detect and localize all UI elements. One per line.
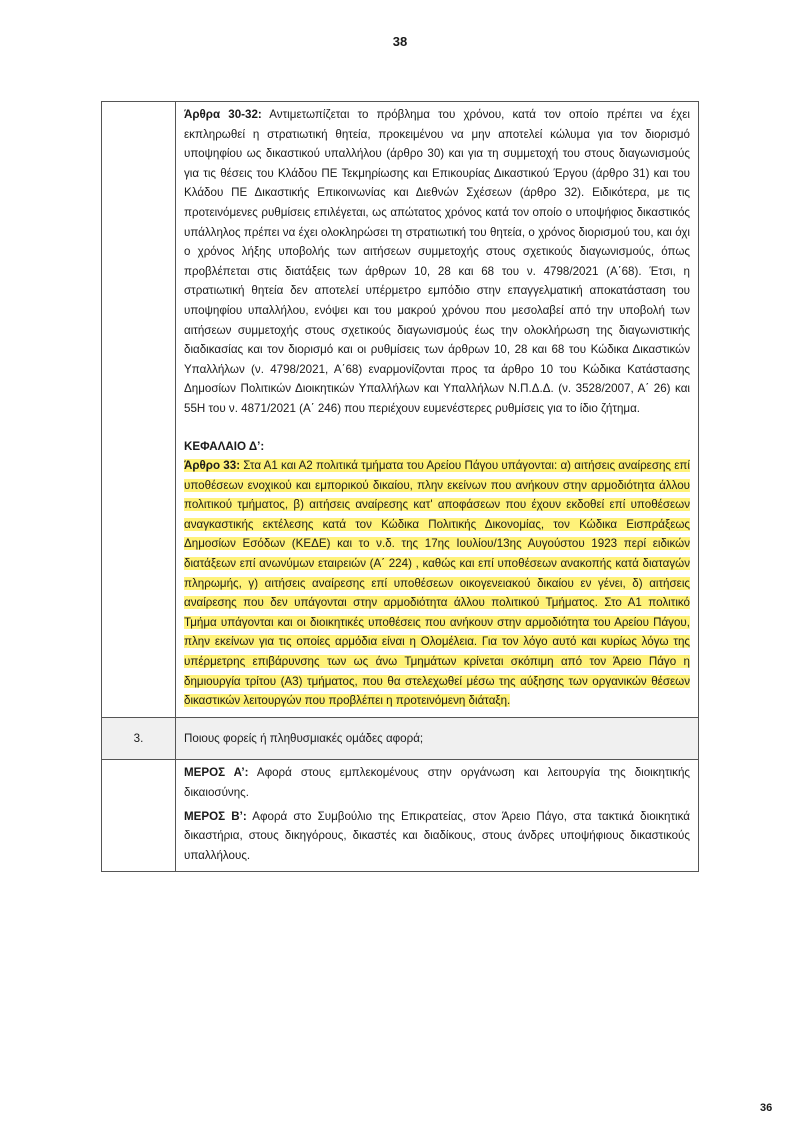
table-row bbox=[102, 760, 699, 872]
chapter-heading: ΚΕΦΑΛΑΙΟ Δ’: bbox=[184, 439, 265, 453]
articles-30-32-paragraph bbox=[184, 105, 690, 419]
page-number-bottom: 36 bbox=[760, 1102, 773, 1114]
question-cell: Ποιους φορείς ή πληθυσμιακές ομάδες αφορά; bbox=[176, 717, 699, 760]
number-cell bbox=[102, 102, 176, 718]
row-number: 3. bbox=[102, 717, 176, 760]
answer-cell bbox=[176, 760, 699, 872]
article-33-paragraph bbox=[184, 456, 690, 711]
part-b-label: ΜΕΡΟΣ Β’: bbox=[184, 809, 247, 823]
part-a-label: ΜΕΡΟΣ Α’: bbox=[184, 766, 249, 780]
table-row bbox=[102, 717, 699, 760]
article-33-label: Άρθρο 33: bbox=[184, 459, 241, 473]
article-33-highlight bbox=[184, 459, 690, 707]
part-b-text: Αφορά στο Συμβούλιο της Επικρατείας, στον Άρειο Πάγο, στα τακτικά διοικητικά δικαστήρια, στους δικηγόρους, δικαστές και διαδίκους, στους άνδρες υποψήφιους δικαστικούς υπαλλήλους. bbox=[184, 809, 690, 862]
part-a-text: Αφορά στους εμπλεκομένους στην οργάνωση και λειτουργία της διοικητικής δικαιοσύνης. bbox=[184, 766, 690, 799]
article-33-text: Στα Α1 και Α2 πολιτικά τμήματα του Αρείου Πάγου υπάγονται: α) αιτήσεις αναίρεσης επί υποθέσεων ενοχικού και εμπορικού δικαίου, πλην εκείνων που ανήκουν στην αρμοδιότητα άλλου πολιτικού τμήματος, β) αιτήσεις αναίρεσης κατ' αποφάσεων που έχουν εκδοθεί επί υποθέσεων αναγκαστικής εκτέλεσης κατά τον Κώδικα Πολιτικής Δικονομίας, τον Κώδικα Εισπράξεως Δημοσίων Εσόδων (ΚΕΔΕ) και το ν.δ. της 17ης Ιουλίου/13ης Αυγούστου 1923 περί ειδικών διατάξεων επί ανωνύμων εταιρειών (Α΄ 224) , καθώς και επί υποθέσεων ανακοπής κατά διαταγών πληρωμής, γ) αιτήσεις αναίρεσης επί υποθέσεων οικογενειακού δικαίου εν γένει, δ) αιτήσεις αναίρεσης που δεν υπάγονται στην αρμοδιότητα άλλου πολιτικού Τμήματος. Στο Α1 πολιτικό Τμήμα υπάγονται και οι διοικητικές υποθέσεις που ανήκουν στην αρμοδιότητα του Αρείου Πάγου, πλην εκείνων για τις οποίες αρμόδια είναι η Ολομέλεια. Για τον λόγο αυτό και κυρίως λόγω της υπέρμετρης επιβάρυνσης των ως άνω Τμημάτων κρίνεται σκόπιμη από τον Άρειο Πάγο η δημιουργία τρίτου (Α3) τμήματος, που θα στελεχωθεί μέσω της αύξησης των οργανικών θέσεων δικαστικών λειτουργών που προβλέπει η προτεινόμενη διάταξη. bbox=[184, 459, 691, 708]
number-cell bbox=[102, 760, 176, 872]
analysis-table bbox=[101, 101, 699, 872]
part-a-paragraph bbox=[184, 763, 690, 802]
part-b-paragraph bbox=[184, 807, 690, 866]
page-number-top: 38 bbox=[392, 34, 408, 49]
articles-30-32-text: Αντιμετωπίζεται το πρόβλημα του χρόνου, κατά τον οποίο πρέπει να έχει εκπληρωθεί η στρατιωτική θητεία, προκειμένου να μην αποτελεί κώλυμα για τον διορισμό υποψηφίου ως δικαστικού υπαλλήλου (άρθρο 30) και για τη συμμετοχή του στους διαγωνισμούς για τις θέσεις του Κλάδου ΠΕ Τεκμηρίωσης και Επικουρίας Δικαστικού Έργου (άρθρο 31) και του Κλάδου ΠΕ Δικαστικής Επικοινωνίας και Διεθνών Σχέσεων (άρθρο 32). Ειδικότερα, με τις προτεινόμενες ρυθμίσεις επιλέγεται, ως απώτατος χρόνος κατά τον οποίο ο υποψήφιος δικαστικός υπάλληλος πρέπει να έχει ολοκληρώσει τη στρατιωτική του θητεία, ο χρόνος διορισμού του, και όχι ο χρόνος λήξης υποβολής των αιτήσεων συμμετοχής στους σχετικούς διαγωνισμούς, όπως προβλέπεται στις διατάξεις των άρθρων 10, 28 και 68 του ν. 4798/2021 (Α΄68). Έτσι, η στρατιωτική θητεία δεν αποτελεί υπέρμετρο εμπόδιο στην επαγγελματική αποκατάσταση του υποψηφίου υπαλλήλου, ενόψει και του μακρού χρόνου που μεσολαβεί από την υποβολή των αιτήσεων συμμετοχής στους σχετικούς διαγωνισμούς έως την ολοκλήρωση της διαγωνιστικής διαδικασίας και τον διορισμό και οι ρυθμίσεις των άρθρων 10, 28 και 68 του Κώδικα Δικαστικών Υπαλλήλων (ν. 4798/2021, Α΄68) εναρμονίζονται προς τα άρθρο 10 του Κώδικα Κατάστασης Δημοσίων Πολιτικών Διοικητικών Υπαλλήλων και Υπαλλήλων Ν.Π.Δ.Δ. (ν. 3528/2007, Α΄ 26) και 55Η του ν. 4871/2021 (Α΄ 246) που περιέχουν ευμενέστερες ρυθμίσεις για το ίδιο ζήτημα. bbox=[184, 108, 690, 415]
chapter-heading-paragraph bbox=[184, 437, 690, 457]
table-row bbox=[102, 102, 699, 718]
articles-30-32-label: Άρθρα 30-32: bbox=[184, 108, 262, 121]
content-cell bbox=[176, 102, 699, 718]
